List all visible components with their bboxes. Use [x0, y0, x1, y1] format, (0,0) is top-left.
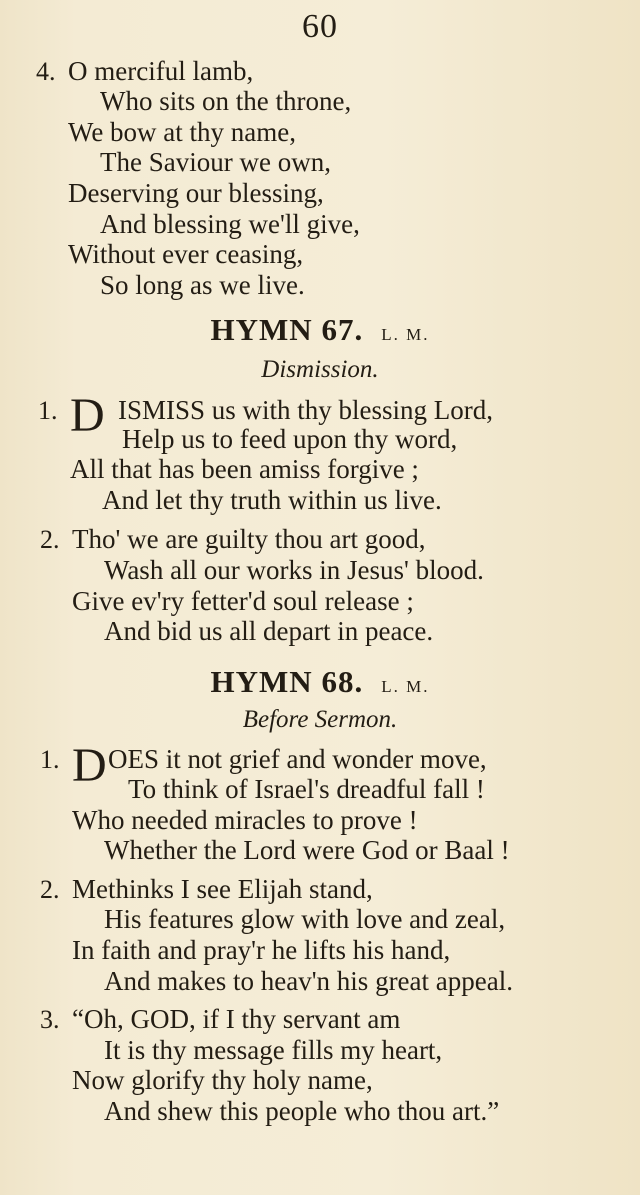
verse-number: 2. [40, 525, 60, 554]
page-number: 60 [302, 8, 338, 45]
verse-line: ISMISS us with thy blessing Lord, [118, 395, 494, 425]
verse-line: And shew this people who thou art.” [104, 1096, 500, 1126]
verse-line: All that has been amiss forgive ; [70, 454, 419, 484]
verse-line: Wash all our works in Jesus' blood. [104, 555, 484, 585]
verse-line: Now glorify thy holy name, [72, 1065, 373, 1095]
hymn-title [0, 664, 640, 700]
drop-cap: D [70, 389, 105, 442]
verse-line: Who sits on the throne, [100, 86, 352, 116]
verse-line: And blessing we'll give, [100, 209, 360, 239]
verse-line: We bow at thy name, [68, 117, 297, 147]
verse-line: To think of Israel's dreadful fall ! [128, 774, 485, 804]
verse-line: Help us to feed upon thy word, [122, 424, 458, 454]
verse-line: O merciful lamb, [68, 56, 254, 86]
hymn-subtitle: Before Sermon. [242, 706, 398, 733]
verse-line: Deserving our blessing, [68, 178, 324, 208]
verse-line: So long as we live. [100, 270, 305, 300]
drop-cap: D [72, 739, 107, 792]
hymn-title [0, 312, 640, 348]
hymn-title-text: HYMN 68. [210, 664, 364, 699]
hymn-meter: L. M. [381, 325, 430, 344]
verse-line: Tho' we are guilty thou art good, [72, 524, 426, 554]
verse-line: It is thy message fills my heart, [104, 1035, 443, 1065]
verse-line: His features glow with love and zeal, [104, 904, 506, 934]
verse-number: 4. [36, 57, 56, 86]
verse-number: 2. [40, 875, 60, 904]
verse-line: Methinks I see Elijah stand, [72, 874, 373, 904]
verse-line: Whether the Lord were God or Baal ! [104, 835, 510, 865]
verse-number: 1. [40, 745, 60, 774]
verse-line: And bid us all depart in peace. [104, 616, 434, 646]
verse-line: The Saviour we own, [100, 147, 331, 177]
verse-line: “Oh, GOD, if I thy servant am [72, 1004, 401, 1034]
verse-line: Without ever ceasing, [68, 239, 304, 269]
verse-number: 1. [38, 396, 58, 425]
hymn-title-text: HYMN 67. [210, 312, 364, 347]
verse-line: Give ev'ry fetter'd soul release ; [72, 586, 414, 616]
hymn-subtitle: Dismission. [261, 356, 379, 383]
verse-line: Who needed miracles to prove ! [72, 805, 418, 835]
verse-line: And let thy truth within us live. [102, 485, 442, 515]
verse-line: And makes to heav'n his great appeal. [104, 966, 513, 996]
verse-number: 3. [40, 1005, 60, 1034]
verse-line: OES it not grief and wonder move, [108, 744, 487, 774]
verse-line: In faith and pray'r he lifts his hand, [72, 935, 451, 965]
hymn-meter: L. M. [381, 677, 430, 696]
